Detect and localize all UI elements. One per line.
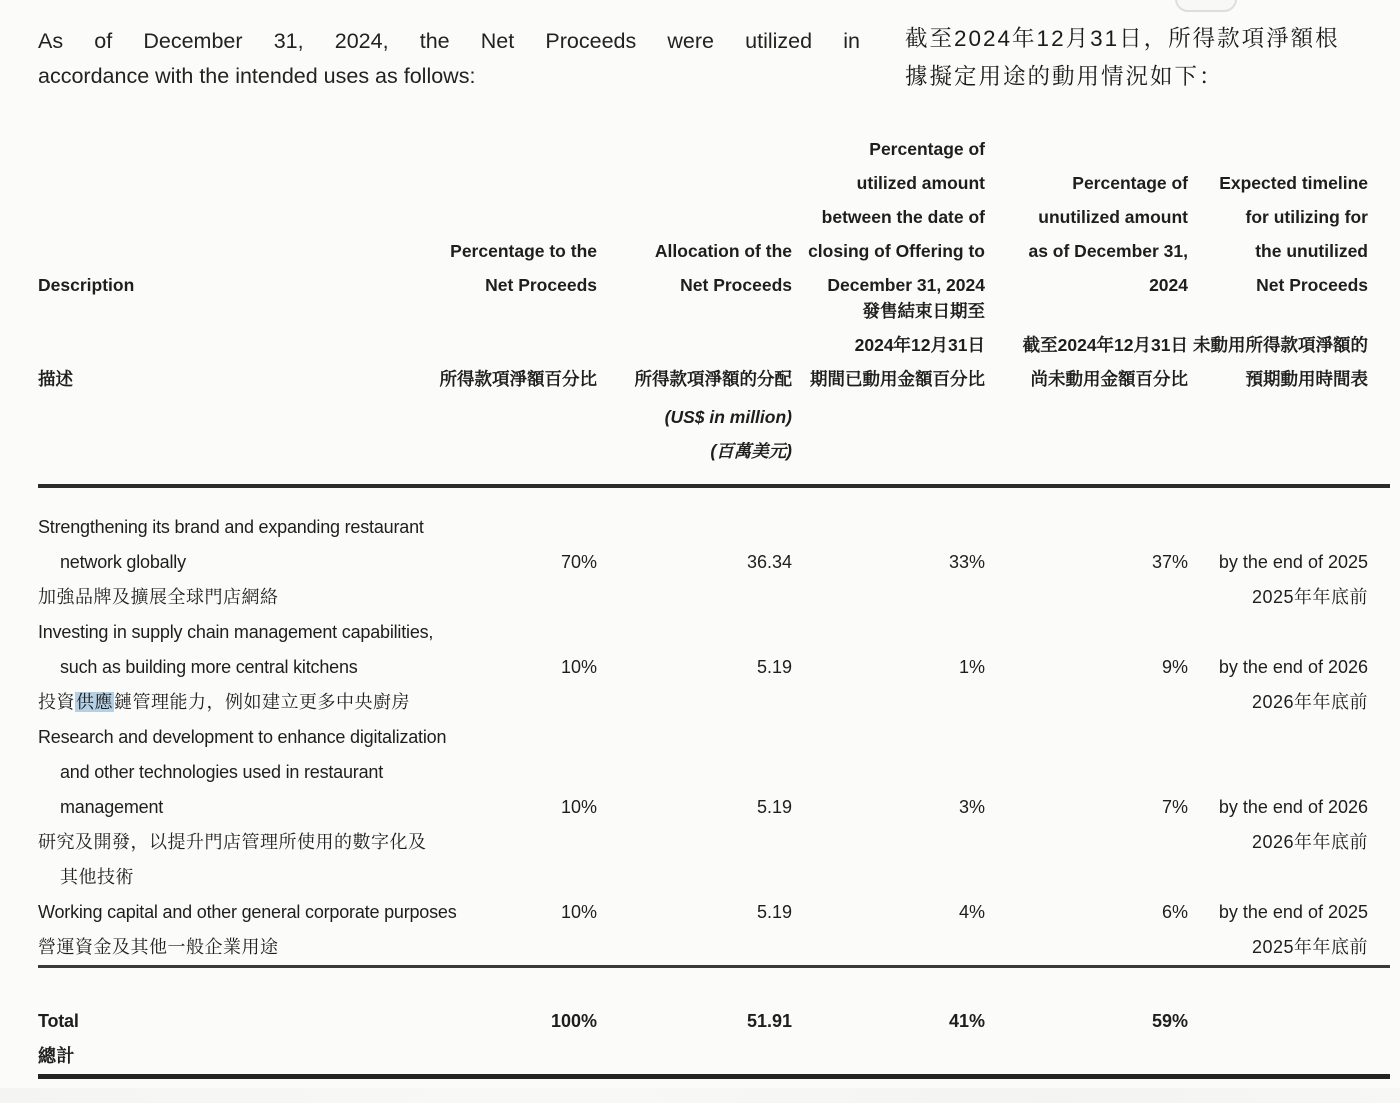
pct-unutilized: 37% (1151, 552, 1188, 572)
highlighted-text: 供應 (76, 692, 113, 712)
allocation-usd-m: 5.19 (756, 657, 792, 677)
header-pct-unutilized-zh: 截至2024年12月31日 尚未動用金額百分比 (1022, 335, 1188, 389)
total-timeline-empty (1188, 1004, 1368, 1074)
expected-timeline: by the end of 2026 2026年年底前 (1218, 797, 1368, 852)
header-description-en: Description (38, 275, 135, 295)
header-pct-unutilized-en: Percentage of unutilized amount as of December 31, 2024 (1028, 173, 1188, 295)
row-description: Investing in supply chain management capabilities, such as building more central kitchens 投資供應鏈管理能力，例如建立更多中央廚房 (38, 622, 434, 712)
table-bottom-rule (38, 1074, 1390, 1079)
total-allocation-usd-m: 51.91 (746, 1011, 792, 1031)
total-pct-unutilized: 59% (1151, 1011, 1188, 1031)
table-row-supply-chain (38, 615, 1368, 720)
pct-unutilized: 9% (1161, 657, 1188, 677)
table-header (38, 128, 1368, 484)
intro-paragraph-chinese (905, 20, 1397, 96)
header-allocation-unit-note: (US$ in million) (百萬美元) (664, 407, 792, 461)
pct-utilized: 3% (958, 797, 985, 817)
total-pct-to-net-proceeds: 100% (550, 1011, 597, 1031)
allocation-usd-m: 5.19 (756, 902, 792, 922)
scan-artifact-smudge (0, 1088, 1400, 1103)
header-allocation-zh: 所得款項淨額的分配 (634, 369, 792, 389)
intro-zh-line2: 據擬定用途的動用情況如下： (905, 64, 1224, 89)
pct-utilized: 1% (958, 657, 985, 677)
body-total-divider (38, 965, 1390, 968)
table-row-total (38, 968, 1368, 1074)
expected-timeline: by the end of 2025 2025年年底前 (1218, 552, 1368, 607)
header-timeline-zh: 未動用所得款項淨額的 預期動用時間表 (1193, 335, 1368, 389)
row-description: Strengthening its brand and expanding restaurant network globally 加強品牌及擴展全球門店網絡 (38, 517, 424, 607)
header-description-zh: 描述 (38, 369, 73, 389)
pct-to-net-proceeds: 10% (560, 902, 597, 922)
row-description: Working capital and other general corporate purposes 營運資金及其他一般企業用途 (38, 902, 457, 957)
pct-to-net-proceeds: 10% (560, 657, 597, 677)
intro-en-line2: accordance with the intended uses as follows: (38, 64, 476, 88)
header-allocation-en: Allocation of the Net Proceeds (654, 241, 792, 295)
pct-utilized: 33% (948, 552, 985, 572)
pct-utilized: 4% (958, 902, 985, 922)
allocation-usd-m: 36.34 (746, 552, 792, 572)
allocation-usd-m: 5.19 (756, 797, 792, 817)
header-timeline-en: Expected timeline for utilizing for the unutilized Net Proceeds (1219, 173, 1368, 295)
pct-to-net-proceeds: 70% (560, 552, 597, 572)
intro-en-line1: As of December 31, 2024, the Net Proceeds were utilized in (38, 29, 860, 53)
row-description: Research and development to enhance digitalization and other technologies used in restaurant management 研究及開發，以提升門店管理所使用的數字化及 其他技術 (38, 727, 447, 887)
header-pct-utilized-en: Percentage of utilized amount between the date of closing of Offering to December 31, 2024 (808, 139, 985, 295)
scan-artifact-pill (1175, 0, 1237, 12)
pct-unutilized: 7% (1161, 797, 1188, 817)
expected-timeline: by the end of 2025 2025年年底前 (1218, 902, 1368, 957)
table-row-working-capital (38, 895, 1368, 965)
pct-unutilized: 6% (1161, 902, 1188, 922)
table-row-brand-expansion (38, 510, 1368, 615)
header-pct-utilized-zh: 發售結束日期至 2024年12月31日 期間已動用金額百分比 (810, 301, 985, 389)
intro-zh-line1: 截至2024年12月31日，所得款項淨額根 (905, 26, 1340, 51)
table-body (38, 488, 1368, 1079)
table-row-research-development (38, 720, 1368, 895)
total-label: Total 總計 (38, 1011, 79, 1066)
expected-timeline: by the end of 2026 2026年年底前 (1218, 657, 1368, 712)
total-pct-utilized: 41% (948, 1011, 985, 1031)
intro-paragraph-english (38, 24, 860, 94)
header-pct-net-proceeds-en: Percentage to the Net Proceeds (450, 241, 597, 295)
header-pct-net-proceeds-zh: 所得款項淨額百分比 (439, 369, 597, 389)
pct-to-net-proceeds: 10% (560, 797, 597, 817)
